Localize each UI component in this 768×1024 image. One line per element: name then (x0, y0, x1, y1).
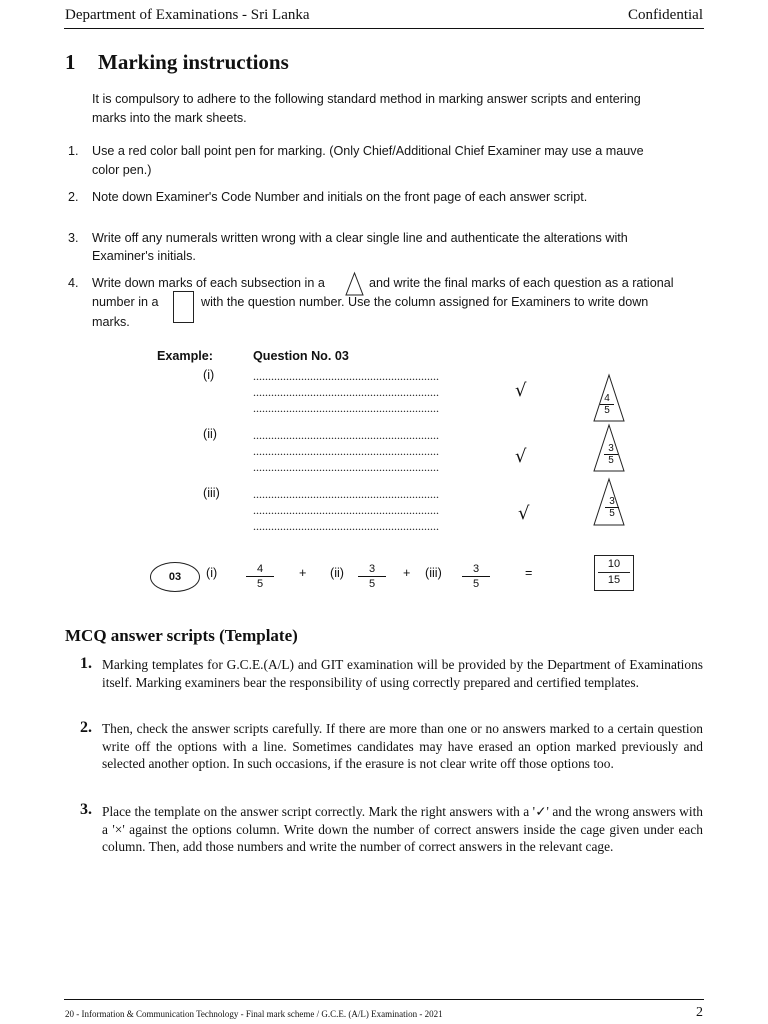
footer-document-title: 20 - Information & Communication Technology - Final mark scheme / G.C.E. (A/L) Examination - 2021 (65, 1009, 443, 1019)
example-part-i-label: (i) (203, 368, 215, 382)
example-dotted-line: .............................................................. (253, 487, 439, 501)
fraction-denominator: 5 (462, 576, 490, 591)
instruction-4-number: 4. (68, 276, 79, 290)
example-dotted-line: .............................................................. (253, 369, 439, 383)
example-dotted-line: .............................................................. (253, 519, 439, 533)
fraction-denominator: 5 (605, 507, 619, 519)
summary-part-i-fraction (246, 562, 274, 591)
total-marks-numerator: 10 (598, 557, 630, 573)
instruction-4-line-2b: with the question number. Use the column assigned for Examiners to write down (201, 295, 649, 309)
instruction-3-line-1: Write off any numerals written wrong with a clear single line and authenticate the alterations with (92, 231, 628, 245)
plus-sign: + (403, 566, 411, 580)
part-i-fraction (600, 393, 614, 416)
header-confidential: Confidential (628, 7, 703, 23)
part-ii-fraction (604, 443, 618, 466)
fraction-numerator: 3 (608, 443, 614, 454)
section-title: Marking instructions (98, 50, 289, 74)
instruction-4-line-1b: and write the final marks of each question as a rational (369, 276, 674, 290)
fraction-denominator: 5 (358, 576, 386, 591)
instruction-3-line-2: Examiner's initials. (92, 249, 196, 263)
fraction-numerator: 4 (604, 393, 610, 404)
mcq-item-2-text: Then, check the answer scripts carefully. If there are more than one or no answers marked to a certain question write off the options with a line. Sometimes candidates may have erased an option marked previously and selected another option. In such occasions, if the erasure is not clear write off those options too. (102, 721, 703, 771)
intro-line-1: It is compulsory to adhere to the following standard method in marking answer scripts and entering (92, 92, 641, 106)
plus-sign: + (299, 566, 307, 580)
instruction-2-line-1: Note down Examiner's Code Number and initials on the front page of each answer script. (92, 190, 588, 204)
header-department: Department of Examinations - Sri Lanka (65, 7, 310, 23)
mcq-item-1-text: Marking templates for G.C.E.(A/L) and GIT examination will be provided by the Department of Examinations itself. Marking examiners bear the responsibility of using correctly prepared and certified templates. (102, 657, 703, 690)
example-dotted-line: .............................................................. (253, 385, 439, 399)
fraction-numerator: 3 (609, 496, 615, 507)
header-divider (64, 28, 704, 29)
summary-part-i-label: (i) (206, 566, 218, 580)
example-part-ii-label: (ii) (203, 427, 217, 441)
fraction-denominator: 5 (246, 576, 274, 591)
mcq-item-3-text: Place the template on the answer script correctly. Mark the right answers with a '✓' and the wrong answers with a '×' against the options column. Write down the number of correct answers inside the cage given under each column. Then, add those numbers and write the number of correct answers in the relevant cage. (102, 804, 703, 854)
total-marks-denominator: 15 (607, 574, 621, 586)
instruction-1-number: 1. (68, 144, 79, 158)
tick-mark: √ (515, 380, 527, 401)
example-label: Example: (157, 349, 213, 363)
fraction-denominator: 5 (604, 454, 618, 466)
example-dotted-line: .............................................................. (253, 444, 439, 458)
example-dotted-line: .............................................................. (253, 460, 439, 474)
equals-sign: = (525, 566, 533, 580)
tick-mark: √ (518, 503, 530, 524)
instruction-1-line-1: Use a red color ball point pen for marking. (Only Chief/Additional Chief Examiner may use a mauve (92, 144, 644, 158)
instruction-2-number: 2. (68, 190, 79, 204)
summary-part-ii-label: (ii) (330, 566, 344, 580)
instruction-4-line-1a: Write down marks of each subsection in a (92, 276, 325, 290)
example-question-number: Question No. 03 (253, 349, 349, 363)
example-dotted-line: .............................................................. (253, 503, 439, 517)
question-number-oval: 03 (150, 562, 200, 592)
fraction-numerator: 3 (472, 563, 480, 575)
instruction-4-line-3: marks. (92, 315, 130, 329)
section-number: 1 (65, 50, 76, 74)
summary-part-iii-label: (iii) (425, 566, 442, 580)
instruction-1-line-2: color pen.) (92, 163, 152, 177)
mcq-item-3-number: 3. (80, 801, 92, 818)
instruction-4-line-2a: number in a (92, 295, 159, 309)
mcq-item-2-number: 2. (80, 719, 92, 736)
tick-mark: √ (515, 446, 527, 467)
summary-part-iii-fraction (462, 562, 490, 591)
square-box-icon (173, 291, 194, 323)
example-dotted-line: .............................................................. (253, 428, 439, 442)
example-dotted-line: .............................................................. (253, 401, 439, 415)
mcq-item-1-number: 1. (80, 655, 92, 672)
total-marks-box (594, 555, 634, 591)
instruction-3-number: 3. (68, 231, 79, 245)
fraction-numerator: 4 (256, 563, 264, 575)
example-part-iii-label: (iii) (203, 486, 220, 500)
fraction-numerator: 3 (368, 563, 376, 575)
footer-divider (64, 999, 704, 1000)
fraction-denominator: 5 (600, 404, 614, 416)
mcq-section-title: MCQ answer scripts (Template) (65, 626, 298, 645)
summary-part-ii-fraction (358, 562, 386, 591)
intro-line-2: marks into the mark sheets. (92, 111, 247, 125)
page-number: 2 (696, 1005, 703, 1020)
part-iii-fraction (605, 496, 619, 519)
